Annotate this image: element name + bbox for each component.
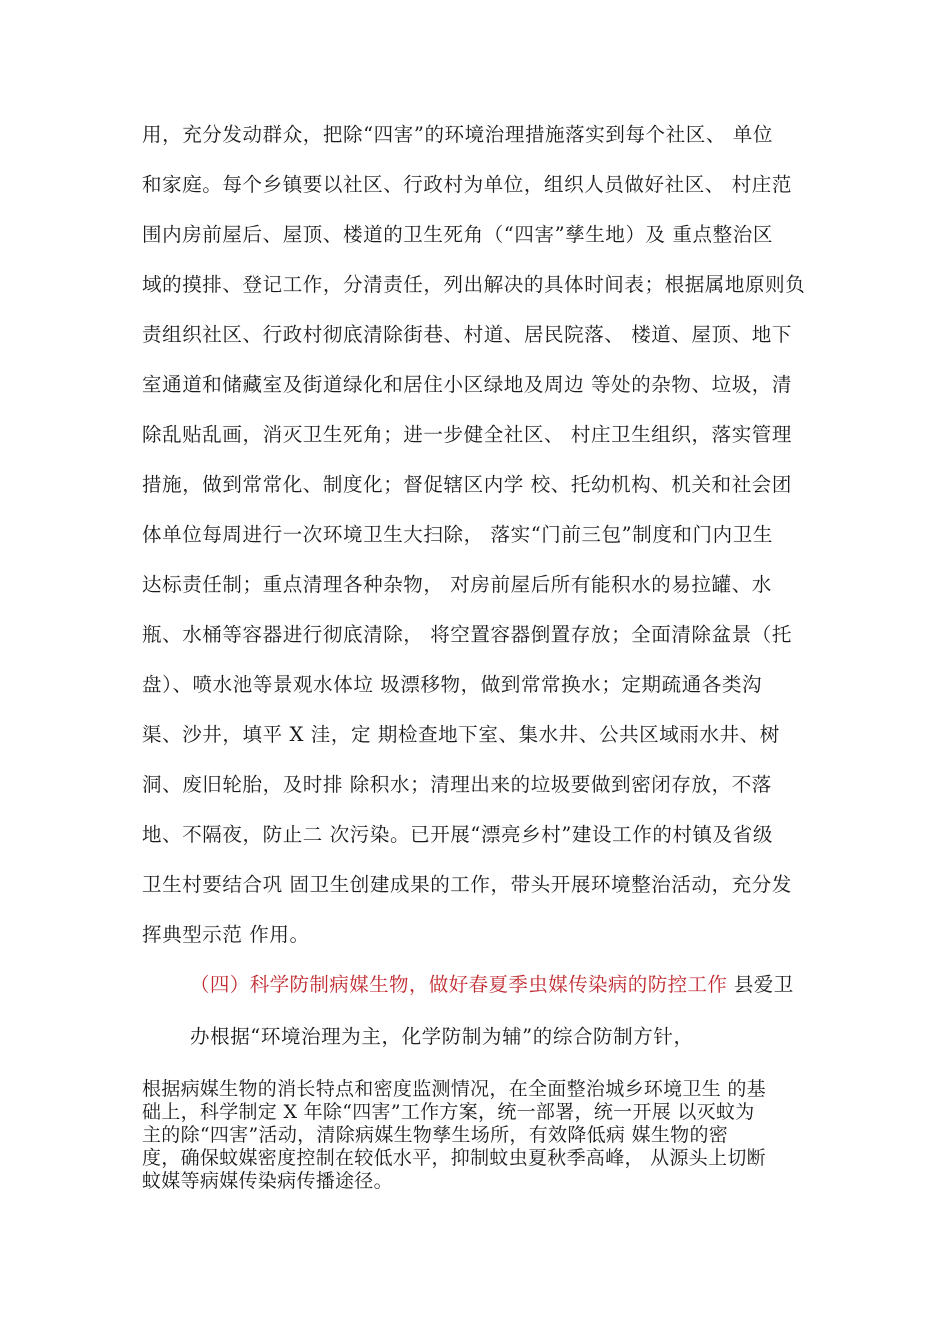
body-line: 和家庭。每个乡镇要以社区、行政村为单位，组织人员做好社区、 村庄范 [142,173,792,196]
body-line: 围内房前屋后、屋顶、楼道的卫生死角（“四害”孳生地）及 重点整治区 [142,223,773,246]
paragraph-line: 主的除“四害”活动，清除病媒生物孳生场所，有效降低病 媒生物的密 [142,1124,729,1146]
body-line: 用，充分发动群众，把除“四害”的环境治理措施落实到每个社区、 单位 [142,123,773,146]
body-line: 盘）、喷水池等景观水体垃 圾漂移物，做到常常换水；定期疏通各类沟 [142,673,763,696]
body-line: 体单位每周进行一次环境卫生大扫除， 落实“门前三包”制度和门内卫生 [142,523,773,546]
body-line: 瓶、水桶等容器进行彻底清除， 将空置容器倒置存放；全面清除盆景（托 [142,623,792,646]
body-line: 卫生村要结合巩 固卫生创建成果的工作，带头开展环境整治活动，充分发 [142,873,792,896]
body-line: 措施，做到常常化、制度化；督促辖区内学 校、托幼机构、机关和社会团 [142,473,792,496]
body-line: 室通道和储藏室及街道绿化和居住小区绿地及周边 等处的杂物、垃圾，清 [142,373,792,396]
section-heading [190,973,830,997]
body-line: 挥典型示范 作用。 [142,923,310,946]
body-line: 地、不隔夜，防止二 次污染。已开展“漂亮乡村”建设工作的村镇及省级 [142,823,773,846]
paragraph-line: 根据病媒生物的消长特点和密度监测情况，在全面整治城乡环境卫生 的基 [142,1078,766,1100]
body-line: 责组织社区、行政村彻底清除街巷、村道、居民院落、 楼道、屋顶、地下 [142,323,792,346]
paragraph-line: 础上，科学制定 X 年除“四害”工作方案，统一部署，统一开展 以灭蚊为 [142,1101,755,1123]
body-line: 洞、废旧轮胎，及时排 除积水；清理出来的垃圾要做到密闭存放，不落 [142,773,772,796]
indented-line: 办根据“环境治理为主，化学防制为辅”的综合防制方针， [190,1025,694,1048]
paragraph-line: 蚊媒等病媒传染病传播途径。 [142,1170,393,1192]
paragraph-line: 度，确保蚊媒密度控制在较低水平，抑制蚊虫夏秋季高峰， 从源头上切断 [142,1147,766,1169]
body-line: 达标责任制；重点清理各种杂物， 对房前屋后所有能积水的易拉罐、水 [142,573,772,596]
body-line: 域的摸排、登记工作，分清责任，列出解决的具体时间表；根据属地原则负 [142,273,806,296]
section-heading-title: （四）科学防制病媒生物，做好春夏季虫媒传染病的防控工作 [190,973,728,996]
body-line: 除乱贴乱画，消灭卫生死角；进一步健全社区、 村庄卫生组织，落实管理 [142,423,792,446]
body-line: 渠、沙井，填平 X 洼，定 期检查地下室、集水井、公共区域雨水井、树 [142,723,780,746]
section-heading-continuation: 县爱卫 [727,973,794,996]
